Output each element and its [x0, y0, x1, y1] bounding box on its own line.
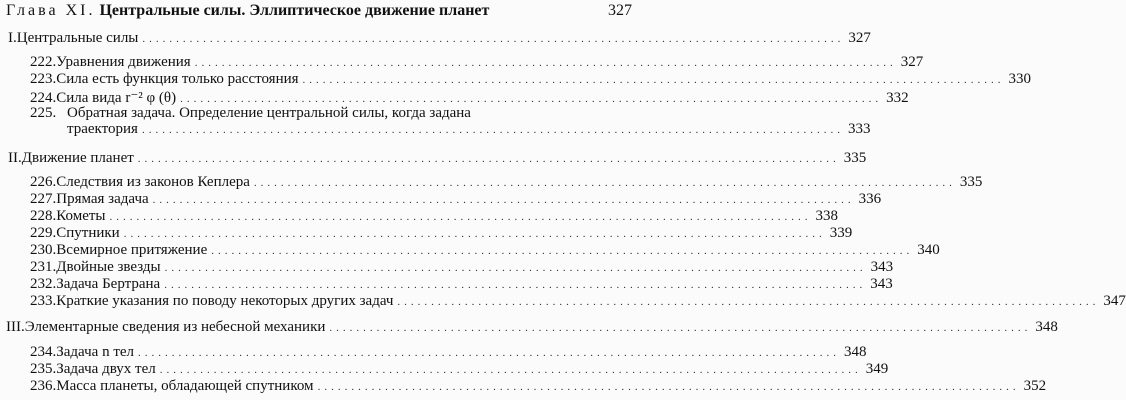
toc-item-232[interactable] [30, 276, 893, 293]
item-number: 233. [30, 293, 57, 309]
item-page: 348 [844, 344, 867, 360]
toc-section-3[interactable] [6, 319, 1058, 336]
item-page: 327 [900, 54, 924, 70]
item-page: 332 [886, 90, 909, 106]
leader-dots: ........................................................................................................ [164, 262, 867, 274]
item-number: 232. [30, 276, 57, 292]
item-number: 225. [30, 105, 57, 121]
leader-dots: ........................................................................................................ [109, 211, 812, 223]
section-page: 327 [848, 30, 871, 46]
toc-section-2[interactable] [8, 150, 867, 167]
item-number: 223. [30, 71, 57, 87]
item-title: Следствия из законов Кеплера [56, 174, 250, 190]
item-title: Задача Бертрана [56, 276, 161, 292]
leader-dots: ........................................................................................................ [180, 93, 883, 105]
item-number: 229. [30, 225, 57, 241]
leader-dots: ........................................................................................................ [302, 74, 1005, 86]
leader-dots: ........................................................................................................ [253, 177, 956, 189]
item-title: Двойные звезды [56, 259, 161, 275]
toc-item-233[interactable] [30, 293, 1126, 310]
toc-section-1[interactable] [8, 30, 871, 47]
item-number: 234. [30, 344, 57, 360]
item-title: Краткие указания по поводу некоторых других задач [56, 293, 394, 309]
item-title: Всемирное притяжение [56, 242, 208, 258]
toc-item-222[interactable] [30, 54, 924, 71]
toc-item-229[interactable] [30, 225, 853, 242]
item-number: 235. [30, 361, 57, 377]
item-number: 222. [30, 54, 57, 70]
item-title: Задача n тел [56, 344, 135, 360]
item-page: 340 [917, 242, 940, 258]
item-page: 330 [1008, 71, 1032, 87]
leader-dots: ........................................................................................................ [159, 364, 862, 376]
section-title: Движение планет [21, 150, 134, 166]
item-page: 352 [1023, 378, 1047, 394]
leader-dots: ........................................................................................................ [142, 33, 845, 45]
leader-dots: ........................................................................................................ [141, 124, 844, 136]
item-title: Сила есть функция только расстояния [56, 71, 299, 87]
item-page: 343 [870, 276, 893, 292]
item-number: 231. [30, 259, 57, 275]
chapter-page: 327 [608, 2, 632, 19]
chapter-label: Глава XI. [6, 2, 96, 19]
section-page: 348 [1035, 319, 1058, 335]
toc-item-230[interactable] [30, 242, 940, 259]
section-number: I. [8, 30, 17, 46]
item-page: 338 [815, 208, 839, 224]
item-page: 349 [865, 361, 889, 377]
section-number: III. [6, 319, 25, 335]
toc-item-226[interactable] [30, 174, 983, 191]
item-title: Масса планеты, обладающей спутником [56, 378, 314, 394]
item-number: 230. [30, 242, 57, 258]
toc-item-235[interactable] [30, 361, 889, 378]
section-title: Центральные силы [16, 30, 139, 46]
item-title: Кометы [56, 208, 106, 224]
item-number: 226. [30, 174, 57, 190]
leader-dots: ........................................................................................................ [317, 381, 1020, 393]
item-number: 228. [30, 208, 57, 224]
item-title: Прямая задача [56, 191, 149, 207]
toc-item-223[interactable] [30, 71, 1032, 88]
item-title: Сила вида r⁻² φ (θ) [56, 90, 177, 106]
toc-item-234[interactable] [30, 344, 867, 361]
chapter-title: Центральные силы. Эллиптическое движение планет [99, 2, 490, 19]
item-page: 343 [870, 259, 894, 275]
leader-dots: ........................................................................................................ [138, 347, 841, 359]
leader-dots: ........................................................................................................ [152, 194, 855, 206]
item-page: 339 [829, 225, 853, 241]
toc-item-236[interactable] [30, 378, 1047, 395]
item-number: 224. [30, 90, 57, 106]
toc-item-225[interactable] [30, 105, 871, 138]
leader-dots: ........................................................................................................ [123, 228, 826, 240]
item-title: Задача двух тел [56, 361, 156, 377]
item-number: 236. [30, 378, 57, 394]
item-title: Уравнения движения [56, 54, 191, 70]
section-number: II. [8, 150, 22, 166]
section-title: Элементарные сведения из небесной механики [24, 319, 326, 335]
toc-item-227[interactable] [30, 191, 882, 208]
leader-dots: ........................................................................................................ [137, 153, 840, 165]
leader-dots: ........................................................................................................ [329, 322, 1032, 334]
item-title: Спутники [56, 225, 120, 241]
toc-item-231[interactable] [30, 259, 894, 276]
leader-dots: ........................................................................................................ [397, 296, 1100, 308]
section-page: 335 [843, 150, 867, 166]
leader-dots: ........................................................................................................ [164, 279, 867, 291]
item-page: 347 [1103, 293, 1126, 309]
leader-dots: ........................................................................................................ [211, 245, 914, 257]
item-page: 335 [959, 174, 983, 190]
chapter-heading [6, 2, 632, 20]
item-title-line2: траектория [67, 121, 138, 137]
item-title-line1: Обратная задача. Определение центральной силы, когда задана [67, 105, 471, 121]
toc-item-228[interactable] [30, 208, 839, 225]
leader-dots: ........................................................................................................ [194, 57, 897, 69]
item-number: 227. [30, 191, 57, 207]
item-page: 336 [858, 191, 882, 207]
item-page: 333 [847, 121, 871, 137]
